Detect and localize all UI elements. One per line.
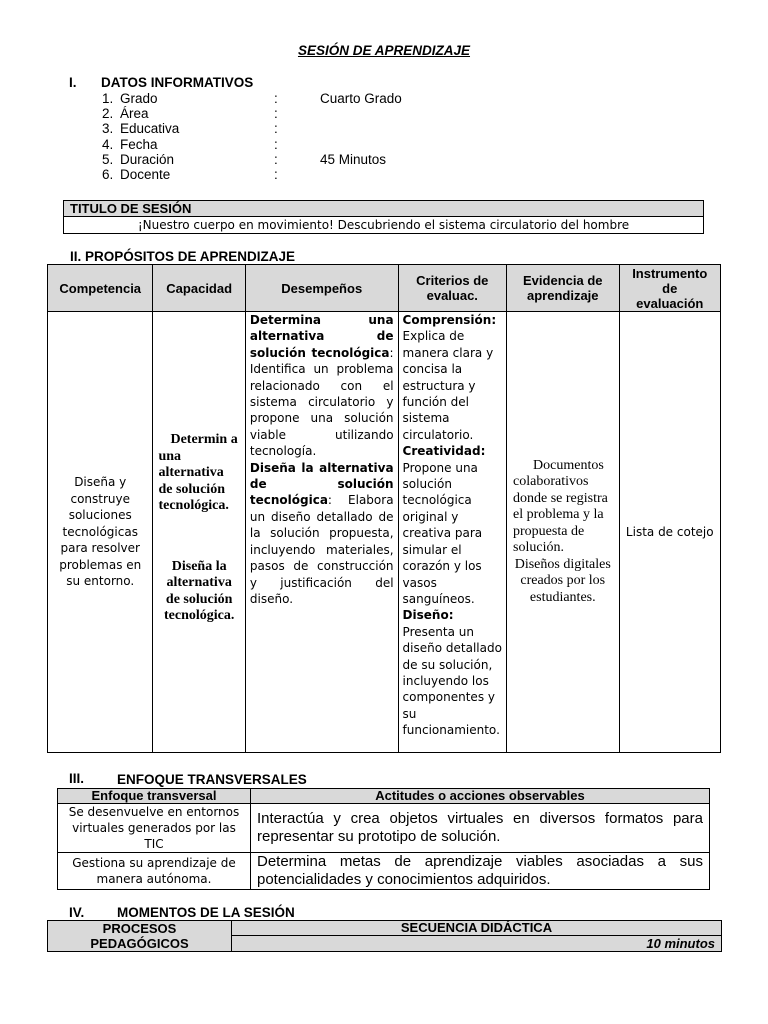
datos-num: 6.	[102, 167, 114, 182]
criterio-2-text: Propone una solución tecnológica original y creativa para simular el corazón y los vasos sanguíneos.	[402, 460, 483, 606]
datos-colon: :	[274, 121, 278, 136]
enfoque-row-2-enfoque: Gestiona su aprendizaje de manera autónoma.	[58, 853, 251, 890]
criterios-cell	[398, 312, 506, 753]
datos-colon: :	[274, 106, 278, 121]
section-3-heading: ENFOQUE TRANSVERSALES	[117, 772, 307, 787]
instrumento-text: Lista de cotejo	[625, 525, 714, 539]
evidencia-2: Diseños digitales creados por los estudiantes.	[514, 556, 611, 605]
competencia-text: Diseña y construye soluciones tecnológicas para resolver problemas en su entorno.	[59, 475, 142, 589]
desempeno-1-bold: Determina una alternativa de solución tecnológica	[249, 313, 394, 360]
section-4-heading: MOMENTOS DE LA SESIÓN	[117, 905, 295, 920]
session-title-label: TITULO DE SESIÓN	[64, 201, 704, 217]
purposes-table	[47, 264, 721, 753]
session-title-table	[63, 200, 704, 234]
purposes-header-desempenos: Desempeños	[245, 265, 398, 312]
enfoque-header-enfoque: Enfoque transversal	[58, 789, 251, 804]
purposes-header-criterios: Criterios de evaluac.	[398, 265, 506, 312]
criterio-2-label: Creatividad:	[402, 444, 486, 459]
section-1-numeral: I.	[69, 75, 77, 90]
datos-label: Grado	[120, 91, 158, 106]
datos-value: 45 Minutos	[320, 152, 387, 167]
datos-num: 2.	[102, 106, 114, 121]
datos-num: 1.	[102, 91, 114, 106]
purposes-header-capacidad: Capacidad	[153, 265, 245, 312]
desempenos-cell	[245, 312, 398, 753]
document-title: SESIÓN DE APRENDIZAJE	[297, 43, 471, 58]
datos-label: Educativa	[120, 121, 180, 136]
datos-num: 3.	[102, 121, 114, 136]
datos-colon: :	[274, 137, 278, 152]
enfoque-row-2-actitud: Determina metas de aprendizaje viables asociadas a sus potencialidades y conocimientos adquiridos.	[251, 853, 710, 890]
evidencia-1: Documentos colaborativos donde se registra el problema y la propuesta de solución.	[513, 457, 608, 556]
enfoque-row-1-enfoque: Se desenvuelve en entornos virtuales generados por las TIC	[58, 804, 251, 853]
momentos-time: 10 minutos	[232, 936, 722, 952]
capacidad-cell	[153, 312, 245, 753]
purposes-header-instrumento: Instrumento de evaluación	[619, 265, 720, 312]
datos-label: Fecha	[120, 137, 158, 152]
desempeno-1-text: : Identifica un problema relacionado con el sistema circulatorio y propone una solución viable utilizando tecnología.	[249, 345, 394, 459]
section-1-heading: DATOS INFORMATIVOS	[101, 75, 254, 90]
datos-value: Cuarto Grado	[320, 91, 402, 106]
momentos-header-procesos: PROCESOS PEDAGÓGICOS	[48, 921, 232, 952]
enfoque-table	[57, 788, 710, 890]
datos-num: 4.	[102, 137, 114, 152]
criterio-3-label: Diseño:	[402, 608, 454, 623]
purposes-header-competencia: Competencia	[48, 265, 153, 312]
criterio-1-text: Explica de manera clara y concisa la estructura y función del sistema circulatorio.	[402, 329, 494, 442]
datos-colon: :	[274, 152, 278, 167]
datos-colon: :	[274, 91, 278, 106]
enfoque-row-1-actitud: Interactúa y crea objetos virtuales en diversos formatos para representar su prototipo de solución.	[251, 804, 710, 853]
section-3-numeral: III.	[69, 771, 85, 786]
section-4-numeral: IV.	[69, 905, 85, 920]
desempeno-2-bold: Diseña la alternativa de solución tecnológica	[249, 460, 394, 508]
session-title-text: ¡Nuestro cuerpo en movimiento! Descubriendo el sistema circulatorio del hombre	[64, 217, 704, 234]
instrumento-cell	[619, 312, 720, 753]
datos-label: Área	[120, 106, 149, 121]
desempeno-2-text: : Elabora un diseño detallado de la solución propuesta, incluyendo materiales, pasos de construcción y justificación del diseño.	[249, 493, 394, 606]
competencia-cell	[48, 312, 153, 753]
datos-label: Duración	[120, 152, 175, 167]
criterio-1-label: Comprensión:	[402, 313, 497, 327]
datos-label: Docente	[120, 167, 171, 182]
enfoque-header-actitudes: Actitudes o acciones observables	[251, 789, 710, 804]
section-2-heading: II. PROPÓSITOS DE APRENDIZAJE	[70, 249, 296, 264]
datos-colon: :	[274, 167, 278, 182]
datos-num: 5.	[102, 152, 114, 167]
capacidad-2: Diseña la alternativa de solución tecnológica.	[163, 558, 235, 623]
evidencia-cell	[507, 312, 620, 753]
momentos-header-secuencia: SECUENCIA DIDÁCTICA	[232, 921, 722, 936]
criterio-3-text: Presenta un diseño detallado de su solución, incluyendo los componentes y su funcionamiento.	[402, 624, 502, 738]
purposes-header-evidencia: Evidencia de aprendizaje	[507, 265, 620, 312]
capacidad-1: Determin a una alternativa de solución tecnológica.	[158, 432, 238, 513]
momentos-table	[47, 920, 722, 952]
